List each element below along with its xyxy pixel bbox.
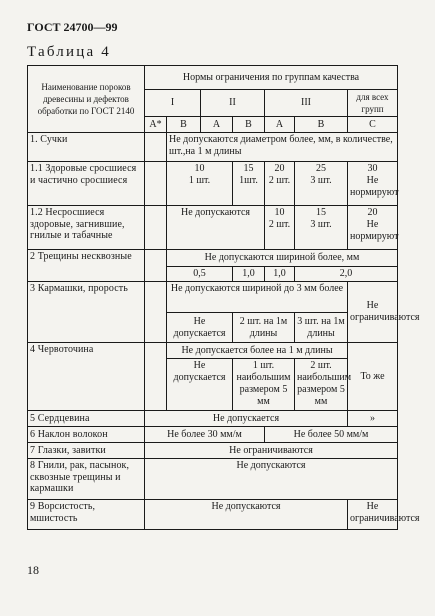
table-row [28, 411, 398, 427]
norm-cell: 15 1шт. [233, 162, 265, 206]
subcol-header: В [295, 117, 348, 133]
defect-name-header: Наименование пороков древесины и дефектов обработки по ГОСТ 2140 [28, 66, 145, 133]
norm-text: Не допускаются шириной более, мм [167, 250, 398, 267]
norm-cell: 15 3 шт. [295, 206, 348, 250]
table-row [28, 443, 398, 459]
norm-cell: 1 шт. наибольшим размером 5 мм [233, 359, 295, 411]
norm-cell: Не допускается [167, 359, 233, 411]
subcol-header: В [167, 117, 201, 133]
document-code: ГОСТ 24700—99 [27, 20, 118, 34]
norm-cell: 2 шт. на 1м длины [233, 313, 295, 343]
defect-name: 1.2 Несросшиеся здоровые, загнившие, гнилые и табачные [28, 206, 145, 250]
defect-name: 8 Гнили, рак, пасынок, сквозные трещины и кармашки [28, 459, 145, 500]
table-row [28, 459, 398, 500]
norm-cell: Не допускаются [167, 206, 265, 250]
norm-cell: 0,5 [167, 267, 233, 282]
norm-text: Не допускается более на 1 м длины [167, 343, 348, 359]
defect-name: 9 Ворсистость, мшистость [28, 500, 145, 530]
group-2-header: II [201, 90, 265, 117]
table-row [28, 162, 398, 206]
table-row [28, 206, 398, 250]
norm-text: Не более 50 мм/м [265, 427, 398, 443]
norm-cell: 25 3 шт. [295, 162, 348, 206]
norm-cell: То же [348, 343, 398, 411]
norm-cell: 30 Не нормируют [348, 162, 398, 206]
norm-cell: 20 2 шт. [265, 162, 295, 206]
norm-cell: Не допускается [167, 313, 233, 343]
subcol-header: В [233, 117, 265, 133]
table-row [28, 250, 398, 267]
subcol-header: А [265, 117, 295, 133]
subcol-header: А [201, 117, 233, 133]
subcol-header: А* [145, 117, 167, 133]
norm-cell: » [348, 411, 398, 427]
group-1-header: I [145, 90, 201, 117]
norm-text: Не допускаются шириной до 3 мм более [167, 282, 348, 313]
norm-text: Не допускаются [145, 500, 348, 530]
norm-cell: 2 шт. наибольшим размером 5 мм [295, 359, 348, 411]
norm-text: Не допускаются диаметром более, мм, в количестве, шт.,на 1 м длины [167, 133, 398, 162]
norm-cell: Не ограничиваются [348, 500, 398, 530]
all-groups-header: для всех групп [348, 90, 398, 117]
norm-text: Не допускаются [145, 459, 398, 500]
defect-name: 7 Глазки, завитки [28, 443, 145, 459]
page-number: 18 [27, 563, 39, 577]
norm-cell: 2,0 [295, 267, 398, 282]
table-row [28, 427, 398, 443]
defect-name: 4 Червоточина [28, 343, 145, 411]
norm-cell: Не ограничиваются [348, 282, 398, 343]
norm-text: Не ограничиваются [145, 443, 398, 459]
norm-cell: 10 2 шт. [265, 206, 295, 250]
table-row [28, 133, 398, 162]
norm-cell: 3 шт. на 1м длины [295, 313, 348, 343]
defect-name: 5 Сердцевина [28, 411, 145, 427]
subcol-header: С [348, 117, 398, 133]
group-3-header: III [265, 90, 348, 117]
defect-name: 2 Трещины несквозные [28, 250, 145, 282]
table-row [28, 282, 398, 313]
norm-text: Не допускается [145, 411, 348, 427]
defect-name: 1. Сучки [28, 133, 145, 162]
norm-cell: 1,0 [233, 267, 265, 282]
table-caption: Таблица 4 [27, 44, 111, 60]
table-row [28, 343, 398, 359]
table-row [28, 500, 398, 530]
norms-header: Нормы ограничения по группам качества [145, 66, 398, 90]
norm-cell: 10 1 шт. [167, 162, 233, 206]
defect-name: 6 Наклон волокон [28, 427, 145, 443]
norm-cell: 1,0 [265, 267, 295, 282]
norm-text: Не более 30 мм/м [145, 427, 265, 443]
norm-cell: 20 Не нормируют [348, 206, 398, 250]
defect-name: 3 Кармашки, прорость [28, 282, 145, 343]
defect-name: 1.1 Здоровые сросшиеся и частично сросшиеся [28, 162, 145, 206]
quality-norms-table [27, 65, 420, 530]
